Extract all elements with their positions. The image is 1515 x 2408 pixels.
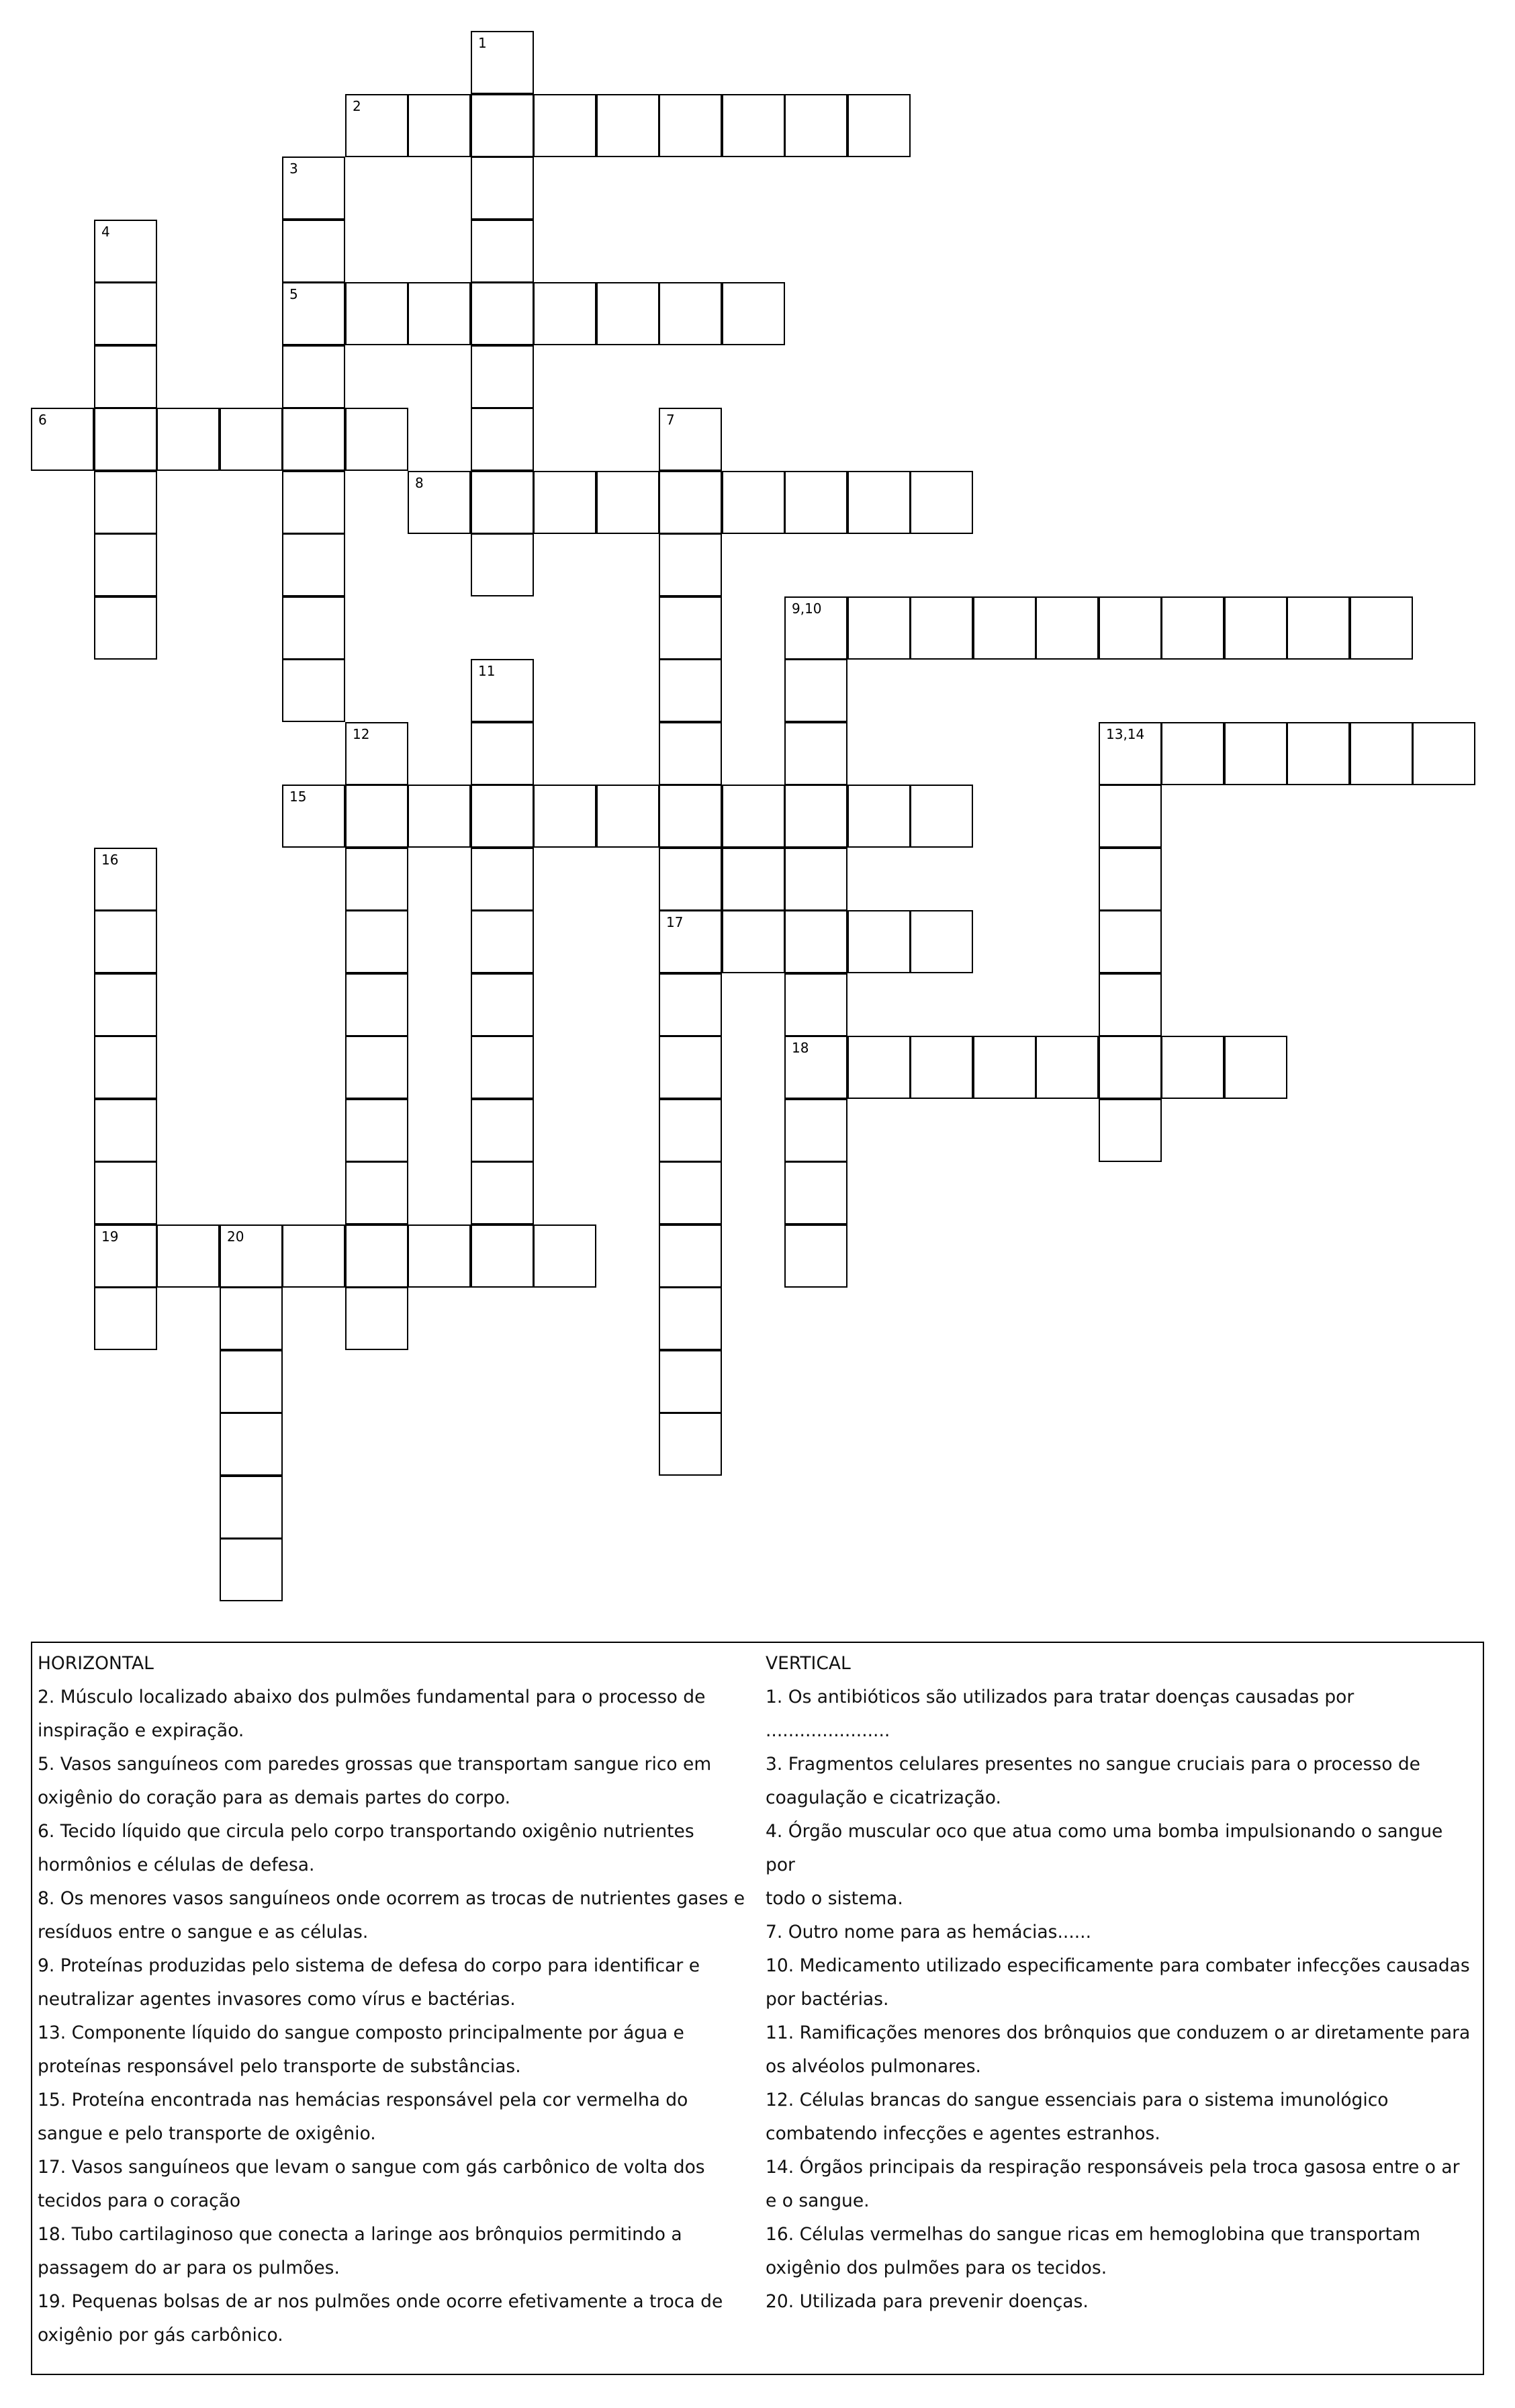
crossword-cell[interactable] (94, 408, 157, 471)
clue-number: 19 (101, 1229, 119, 1245)
clue-line: 15. Proteína encontrada nas hemácias responsável pela cor vermelha do (38, 2090, 688, 2110)
clue-number: 2 (353, 98, 361, 114)
crossword-cell[interactable] (1412, 722, 1475, 785)
crossword-cell[interactable] (596, 94, 659, 157)
crossword-cell[interactable] (722, 471, 785, 534)
clue-line: 12. Células brancas do sangue essenciais para o sistema imunológico (766, 2090, 1389, 2110)
crossword-cell[interactable] (784, 1036, 847, 1099)
crossword-cell[interactable] (1099, 973, 1162, 1036)
crossword-cell[interactable] (659, 1413, 722, 1476)
crossword-cell[interactable] (471, 94, 534, 157)
crossword-cell[interactable] (220, 1538, 283, 1601)
clue-line: e o sangue. (766, 2190, 870, 2211)
clue-line: 5. Vasos sanguíneos com paredes grossas que transportam sangue rico em (38, 1754, 712, 1775)
crossword-cell[interactable] (1099, 596, 1162, 660)
clue-line: oxigênio do coração para as demais partes do corpo. (38, 1787, 511, 1808)
crossword-cell[interactable] (1224, 722, 1287, 785)
crossword-cell[interactable] (659, 471, 722, 534)
clue-number: 6 (38, 412, 47, 428)
crossword-cell[interactable] (659, 659, 722, 722)
crossword-cell[interactable] (973, 1036, 1036, 1099)
crossword-cell[interactable] (282, 471, 345, 534)
crossword-cell[interactable] (220, 1350, 283, 1413)
crossword-cell[interactable] (1099, 910, 1162, 973)
crossword-cell[interactable] (722, 282, 785, 345)
crossword-cell[interactable] (282, 533, 345, 596)
crossword-cell[interactable] (1099, 1099, 1162, 1162)
crossword-cell[interactable] (784, 94, 847, 157)
crossword-cell[interactable] (471, 848, 534, 911)
crossword-cell[interactable] (471, 1224, 534, 1288)
crossword-cell[interactable] (345, 408, 408, 471)
crossword-cell[interactable] (659, 408, 722, 471)
crossword-cell[interactable] (1161, 1036, 1224, 1099)
crossword-cell[interactable] (408, 1224, 471, 1288)
crossword-cell[interactable] (408, 94, 471, 157)
crossword-cell[interactable] (596, 471, 659, 534)
clue-line: ...................... (766, 1720, 890, 1741)
crossword-cell[interactable] (784, 910, 847, 973)
crossword-cell[interactable] (471, 282, 534, 345)
horizontal-clues (38, 1647, 756, 2352)
crossword-cell[interactable] (1287, 722, 1350, 785)
crossword-cell[interactable] (910, 471, 973, 534)
crossword-cell[interactable] (220, 1224, 283, 1288)
crossword-cell[interactable] (910, 1036, 973, 1099)
crossword-cell[interactable] (722, 785, 785, 848)
crossword-cell[interactable] (471, 1099, 534, 1162)
crossword-cell[interactable] (220, 1413, 283, 1476)
crossword-cell[interactable] (345, 1287, 408, 1350)
crossword-cell[interactable] (156, 408, 220, 471)
crossword-cell[interactable] (471, 785, 534, 848)
clue-line: os alvéolos pulmonares. (766, 2056, 981, 2077)
crossword-cell[interactable] (1036, 1036, 1099, 1099)
clue-line: 10. Medicamento utilizado especificamente para combater infecções causadas (766, 1955, 1470, 1976)
crossword-cell[interactable] (1161, 596, 1224, 660)
clue-line: 4. Órgão muscular oco que atua como uma bomba impulsionando o sangue por (766, 1821, 1443, 1875)
crossword-cell[interactable] (94, 596, 157, 660)
crossword-cell[interactable] (784, 973, 847, 1036)
clue-line: 20. Utilizada para prevenir doenças. (766, 2291, 1089, 2312)
crossword-cell[interactable] (659, 1036, 722, 1099)
crossword-cell[interactable] (1099, 848, 1162, 911)
clue-number: 3 (289, 161, 298, 177)
crossword-cell[interactable] (533, 785, 596, 848)
clue-number: 12 (353, 726, 370, 742)
clue-line: 6. Tecido líquido que circula pelo corpo transportando oxigênio nutrientes (38, 1821, 694, 1842)
crossword-cell[interactable] (94, 1036, 157, 1099)
crossword-cell[interactable] (94, 345, 157, 408)
crossword-cell[interactable] (533, 94, 596, 157)
clue-number: 17 (666, 914, 684, 930)
crossword-cell[interactable] (282, 408, 345, 471)
horizontal-clue-list (38, 1681, 756, 2352)
crossword-cell[interactable] (722, 910, 785, 973)
vertical-title: VERTICAL (766, 1653, 851, 1674)
crossword-cell[interactable] (659, 1350, 722, 1413)
crossword-cell[interactable] (282, 345, 345, 408)
crossword-cell[interactable] (345, 910, 408, 973)
crossword-cell[interactable] (471, 345, 534, 408)
clue-line: 7. Outro nome para as hemácias...... (766, 1922, 1092, 1943)
crossword-cell[interactable] (659, 1161, 722, 1224)
crossword-cell[interactable] (471, 1036, 534, 1099)
crossword-cell[interactable] (533, 471, 596, 534)
crossword-cell[interactable] (345, 785, 408, 848)
crossword-cell[interactable] (722, 94, 785, 157)
clue-number: 16 (101, 852, 119, 868)
vertical-clues (766, 1647, 1477, 2319)
crossword-cell[interactable] (784, 659, 847, 722)
crossword-cell[interactable] (471, 157, 534, 220)
clue-number: 15 (289, 789, 307, 805)
clue-line: 1. Os antibióticos são utilizados para tratar doenças causadas por (766, 1687, 1355, 1707)
crossword-cell[interactable] (345, 1099, 408, 1162)
clue-line: 8. Os menores vasos sanguíneos onde ocorrem as trocas de nutrientes gases e (38, 1888, 745, 1909)
crossword-cell[interactable] (1350, 722, 1413, 785)
crossword-cell[interactable] (910, 596, 973, 660)
clue-line: neutralizar agentes invasores como vírus e bactérias. (38, 1989, 516, 2010)
crossword-cell[interactable] (1099, 722, 1162, 785)
crossword-cell[interactable] (94, 471, 157, 534)
crossword-cell[interactable] (282, 785, 345, 848)
clue-line: hormônios e células de defesa. (38, 1855, 315, 1875)
crossword-cell[interactable] (220, 408, 283, 471)
crossword-cell[interactable] (345, 1224, 408, 1288)
crossword-cell[interactable] (1036, 596, 1099, 660)
crossword-cell[interactable] (659, 282, 722, 345)
clue-number: 4 (101, 224, 110, 240)
crossword-cell[interactable] (471, 220, 534, 283)
crossword-cell[interactable] (847, 94, 911, 157)
crossword-cell[interactable] (659, 1224, 722, 1288)
crossword-cell[interactable] (471, 471, 534, 534)
clue-line: proteínas responsável pelo transporte de substâncias. (38, 2056, 521, 2077)
crossword-cell[interactable] (659, 848, 722, 911)
horizontal-title: HORIZONTAL (38, 1653, 154, 1674)
clue-line: resíduos entre o sangue e as células. (38, 1922, 369, 1943)
crossword-cell[interactable] (784, 1224, 847, 1288)
crossword-cell[interactable] (659, 910, 722, 973)
crossword-cell[interactable] (784, 596, 847, 660)
crossword-cell[interactable] (94, 1287, 157, 1350)
crossword-cell[interactable] (1161, 722, 1224, 785)
clue-line: coagulação e cicatrização. (766, 1787, 1001, 1808)
crossword-cell[interactable] (910, 785, 973, 848)
clue-line: 9. Proteínas produzidas pelo sistema de defesa do corpo para identificar e (38, 1955, 700, 1976)
crossword-cell[interactable] (345, 94, 408, 157)
crossword-cell[interactable] (847, 471, 911, 534)
crossword-cell[interactable] (282, 659, 345, 722)
clue-line: tecidos para o coração (38, 2190, 241, 2211)
crossword-cell[interactable] (471, 722, 534, 785)
clue-line: sangue e pelo transporte de oxigênio. (38, 2123, 376, 2144)
crossword-cell[interactable] (345, 282, 408, 345)
crossword-cell[interactable] (471, 31, 534, 94)
crossword-cell[interactable] (282, 596, 345, 660)
crossword-cell[interactable] (220, 1476, 283, 1539)
clue-line: 17. Vasos sanguíneos que levam o sangue com gás carbônico de volta dos (38, 2157, 705, 2178)
clue-number: 8 (415, 475, 424, 491)
crossword-cell[interactable] (345, 848, 408, 911)
crossword-cell[interactable] (784, 1099, 847, 1162)
crossword-cell[interactable] (156, 1224, 220, 1288)
crossword-cell[interactable] (659, 785, 722, 848)
clue-number: 11 (478, 663, 496, 679)
crossword-cell[interactable] (220, 1287, 283, 1350)
clue-line: inspiração e expiração. (38, 1720, 244, 1741)
crossword-cell[interactable] (1224, 1036, 1287, 1099)
crossword-cell[interactable] (1287, 596, 1350, 660)
clue-number: 7 (666, 412, 675, 428)
crossword-cell[interactable] (471, 1161, 534, 1224)
clue-line: passagem do ar para os pulmões. (38, 2258, 340, 2278)
clue-line: 13. Componente líquido do sangue composto principalmente por água e (38, 2022, 684, 2043)
crossword-cell[interactable] (94, 848, 157, 911)
crossword-cell[interactable] (784, 848, 847, 911)
clue-number: 18 (792, 1040, 809, 1056)
vertical-clue-list (766, 1681, 1477, 2319)
crossword-cell[interactable] (847, 1036, 911, 1099)
clue-line: 14. Órgãos principais da respiração responsáveis pela troca gasosa entre o ar (766, 2157, 1460, 2178)
crossword-cell[interactable] (659, 94, 722, 157)
clue-line: oxigênio dos pulmões para os tecidos. (766, 2258, 1107, 2278)
clue-line: 16. Células vermelhas do sangue ricas em hemoglobina que transportam (766, 2224, 1421, 2245)
crossword-cell[interactable] (94, 1099, 157, 1162)
clue-line: 19. Pequenas bolsas de ar nos pulmões onde ocorre efetivamente a troca de (38, 2291, 723, 2312)
clue-line: 2. Músculo localizado abaixo dos pulmões fundamental para o processo de (38, 1687, 706, 1707)
crossword-cell[interactable] (784, 1161, 847, 1224)
crossword-cell[interactable] (784, 785, 847, 848)
crossword-cell[interactable] (471, 659, 534, 722)
crossword-cell[interactable] (345, 1036, 408, 1099)
crossword-cell[interactable] (1099, 1036, 1162, 1099)
crossword-cell[interactable] (659, 722, 722, 785)
crossword-cell[interactable] (94, 220, 157, 283)
crossword-cell[interactable] (659, 596, 722, 660)
crossword-cell[interactable] (94, 533, 157, 596)
crossword-cell[interactable] (722, 848, 785, 911)
crossword-cell[interactable] (282, 1224, 345, 1288)
crossword-cell[interactable] (533, 1224, 596, 1288)
clue-line: por bactérias. (766, 1989, 889, 2010)
crossword-cell[interactable] (784, 471, 847, 534)
crossword-cell[interactable] (847, 910, 911, 973)
crossword-cell[interactable] (94, 1224, 157, 1288)
crossword-cell[interactable] (345, 722, 408, 785)
clue-number: 20 (227, 1229, 244, 1245)
crossword-cell[interactable] (471, 533, 534, 596)
crossword-cell[interactable] (94, 910, 157, 973)
clue-number: 13,14 (1106, 726, 1145, 742)
clue-number: 1 (478, 35, 487, 51)
crossword-cell[interactable] (345, 1161, 408, 1224)
crossword-cell[interactable] (94, 282, 157, 345)
clue-line: 11. Ramificações menores dos brônquios que conduzem o ar diretamente para (766, 2022, 1471, 2043)
crossword-cell[interactable] (1224, 596, 1287, 660)
crossword-cell[interactable] (659, 533, 722, 596)
crossword-cell[interactable] (471, 910, 534, 973)
crossword-cell[interactable] (282, 220, 345, 283)
crossword-cell[interactable] (784, 722, 847, 785)
clue-line: 3. Fragmentos celulares presentes no sangue cruciais para o processo de (766, 1754, 1420, 1775)
clue-line: combatendo infecções e agentes estranhos. (766, 2123, 1160, 2144)
crossword-cell[interactable] (533, 282, 596, 345)
crossword-cell[interactable] (282, 157, 345, 220)
crossword-cell[interactable] (1350, 596, 1413, 660)
crossword-cell[interactable] (659, 1099, 722, 1162)
crossword-cell[interactable] (408, 471, 471, 534)
clue-line: todo o sistema. (766, 1888, 903, 1909)
crossword-cell[interactable] (659, 973, 722, 1036)
crossword-cell[interactable] (596, 785, 659, 848)
crossword-cell[interactable] (973, 596, 1036, 660)
crossword-cell[interactable] (596, 282, 659, 345)
crossword-cell[interactable] (471, 408, 534, 471)
crossword-cell[interactable] (345, 973, 408, 1036)
crossword-cell[interactable] (408, 282, 471, 345)
crossword-cell[interactable] (1099, 785, 1162, 848)
crossword-cell[interactable] (94, 1161, 157, 1224)
clues-box (31, 1642, 1484, 2375)
crossword-cell[interactable] (847, 785, 911, 848)
crossword-cell[interactable] (910, 910, 973, 973)
crossword-cell[interactable] (282, 282, 345, 345)
crossword-cell[interactable] (408, 785, 471, 848)
clue-line: 18. Tubo cartilaginoso que conecta a laringe aos brônquios permitindo a (38, 2224, 682, 2245)
crossword-cell[interactable] (847, 596, 911, 660)
clue-line: oxigênio por gás carbônico. (38, 2325, 283, 2346)
crossword-cell[interactable] (94, 973, 157, 1036)
crossword-cell[interactable] (471, 973, 534, 1036)
crossword-cell[interactable] (659, 1287, 722, 1350)
clue-number: 9,10 (792, 600, 822, 617)
crossword-cell[interactable] (31, 408, 94, 471)
clue-number: 5 (289, 286, 298, 302)
